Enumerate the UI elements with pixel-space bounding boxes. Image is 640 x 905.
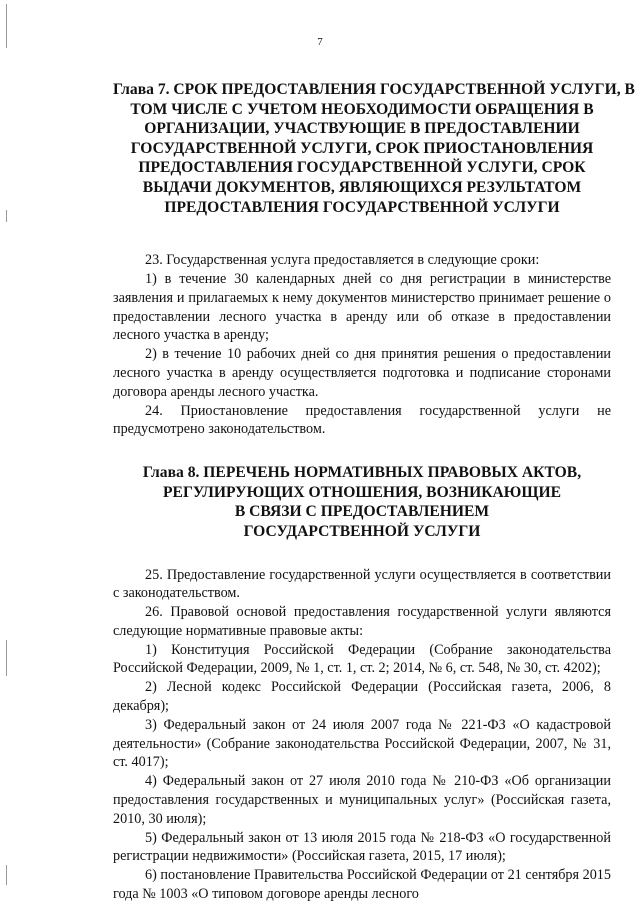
heading-line: Глава 8. ПЕРЕЧЕНЬ НОРМАТИВНЫХ ПРАВОВЫХ АКТОВ, <box>142 464 582 482</box>
paragraph-26-item-2: 2) Лесной кодекс Российской Федерации (Российская газета, 2006, 8 декабря); <box>113 679 611 715</box>
paragraph-24: 24. Приостановление предоставления государственной услуги не предусмотрено законодательством. <box>113 402 611 438</box>
heading-line: В СВЯЗИ С ПРЕДОСТАВЛЕНИЕМ <box>234 503 490 521</box>
document-body <box>113 80 635 904</box>
chapter-7-heading <box>113 80 635 217</box>
heading-line: Глава 7. СРОК ПРЕДОСТАВЛЕНИЯ ГОСУДАРСТВЕННОЙ УСЛУГИ, В <box>113 81 635 98</box>
scan-margin-mark <box>6 210 7 222</box>
heading-line: ПРЕДОСТАВЛЕНИЯ ГОСУДАРСТВЕННОЙ УСЛУГИ, СРОК <box>138 159 586 177</box>
heading-line: ТОМ ЧИСЛЕ С УЧЕТОМ НЕОБХОДИМОСТИ ОБРАЩЕНИЯ В <box>130 100 594 118</box>
paragraph-23: 23. Государственная услуга предоставляется в следующие сроки: <box>145 252 540 269</box>
paragraph-26-item-4: 4) Федеральный закон от 27 июля 2010 года № 210-ФЗ «Об организации предоставления государственных и муниципальных услуг» (Российская газета, 2010, 30 июля); <box>113 773 611 827</box>
paragraph-26: 26. Правовой основой предоставления государственной услуги являются следующие нормативные правовые акты: <box>113 604 611 639</box>
heading-line: ПРЕДОСТАВЛЕНИЯ ГОСУДАРСТВЕННОЙ УСЛУГИ <box>164 198 560 216</box>
paragraph-26-item-5: 5) Федеральный закон от 13 июля 2015 года № 218-ФЗ «О государственной регистрации недвижимости» (Российская газета, 2015, 17 июля); <box>113 829 611 865</box>
page-number: 7 <box>317 36 323 48</box>
scan-margin-mark <box>6 865 7 885</box>
paragraph-23-item-2: 2) в течение 10 рабочих дней со дня принятия решения о предоставлении лесного участка в аренду осуществляется подготовка и подписание сторонами договора аренды лесного участка. <box>113 346 611 400</box>
heading-line: ВЫДАЧИ ДОКУМЕНТОВ, ЯВЛЯЮЩИХСЯ РЕЗУЛЬТАТОМ <box>142 178 582 196</box>
heading-line: ОРГАНИЗАЦИИ, УЧАСТВУЮЩИЕ В ПРЕДОСТАВЛЕНИИ <box>144 120 580 138</box>
scan-margin-mark <box>6 640 7 676</box>
paragraph-26-item-3: 3) Федеральный закон от 24 июля 2007 года № 221-ФЗ «О кадастровой деятельности» (Собрание законодательства Российской Федерации, 2007, № 31, ст. 4017); <box>113 716 611 771</box>
heading-line: РЕГУЛИРУЮЩИХ ОТНОШЕНИЯ, ВОЗНИКАЮЩИЕ <box>163 483 561 501</box>
paragraph-26-item-6: 6) постановление Правительства Российской Федерации от 21 сентября 2015 года № 1003 «О типовом договоре аренды лесного <box>113 867 611 903</box>
paragraph-25: 25. Предоставление государственной услуги осуществляется в соответствии с законодательством. <box>113 566 611 602</box>
heading-line: ГОСУДАРСТВЕННОЙ УСЛУГИ <box>243 522 481 540</box>
paragraph-23-item-1: 1) в течение 30 календарных дней со дня регистрации в министерстве заявления и прилагаемых к нему документов министерство принимает решение о предоставлении лесного участка в аренду или об отказе в предоставлении лесного участка в аренду; <box>113 270 611 344</box>
chapter-8-heading <box>113 463 611 541</box>
paragraph-26-item-1: 1) Конституция Российской Федерации (Собрание законодательства Российской Федерации, 2009, № 1, ст. 1, ст. 2; 2014, № 6, ст. 548, № 30, ст. 4202); <box>113 641 611 677</box>
heading-line: ГОСУДАРСТВЕННОЙ УСЛУГИ, СРОК ПРИОСТАНОВЛЕНИЯ <box>130 139 594 157</box>
